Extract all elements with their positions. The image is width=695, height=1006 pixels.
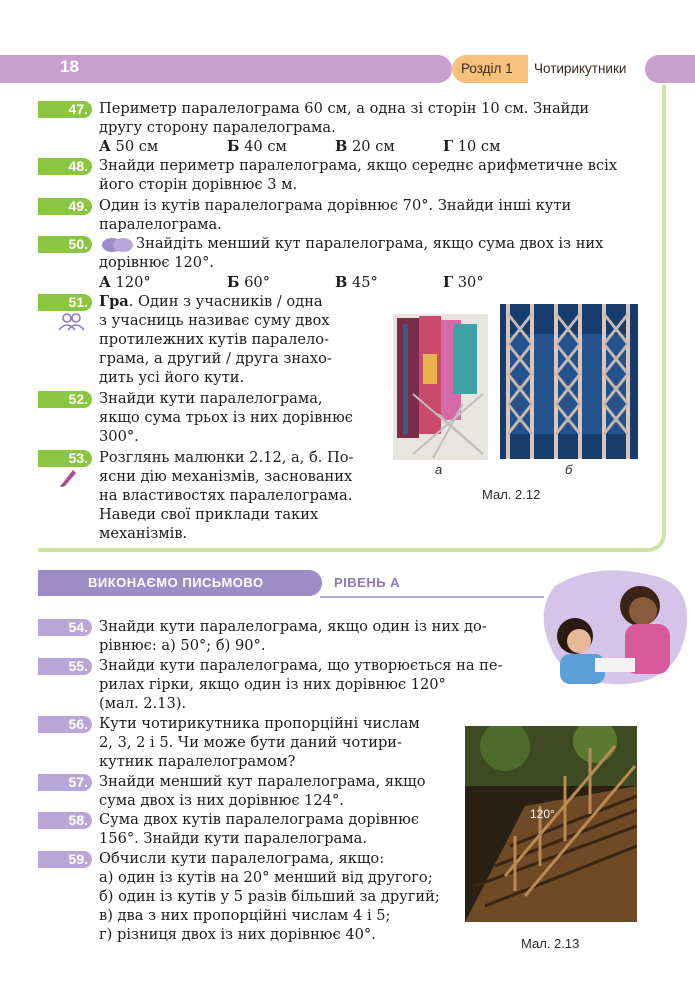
problem-number: 59. [38,851,92,868]
problem-number: 50. [38,236,92,253]
section-title: ВИКОНАЄМО ПИСЬМОВО [88,575,264,590]
students-photo [535,566,693,688]
answer-option: Г 10 см [443,138,501,155]
problem-text: грама, а другий / друга знахо- [99,350,332,367]
figure-label-b: б [565,462,573,477]
problem-text: Наведи свої приклади таких [99,506,319,523]
problem-text: Знайдіть менший кут паралелограма, якщо сума двох із них [136,235,604,252]
chapter-title: Чотирикутники [534,61,627,76]
problem-number: 47. [38,101,92,118]
problem-text: рівнює: а) 50°; б) 90°. [99,637,266,654]
problem-number: 55. [38,658,92,675]
problem-text: механізмів. [99,525,188,542]
problem-text: другу сторону паралелограма. [99,119,336,136]
problem-text: Розглянь малюнки 2.12, а, б. По- [99,449,354,466]
problem-text: його сторін дорівнює 3 м. [99,176,298,193]
problem-text: а) один із кутів на 20° менший від другого; [99,869,433,886]
problem-text: Знайди кути паралелограма, [99,390,323,407]
problem-text: 156°. Знайди кути паралелограма. [99,830,367,847]
group-game-icon [56,312,86,332]
problem-number: 53. [38,450,92,467]
problem-text: в) два з них пропорційні числам 4 і 5; [99,907,391,924]
answer-option: Г 30° [443,274,484,291]
problem-text: дить усі його кути. [99,369,245,386]
problem-text: паралелограма. [99,216,222,233]
problem-text: Кути чотирикутника пропорційні числам [99,715,420,732]
problem-text: з учасниць називає суму двох [99,312,330,329]
problem-text: рилах гірки, якщо один із них дорівнює 120° [99,676,446,693]
problem-text: Знайди кути паралелограма, що утворюється на пе- [99,657,503,674]
section-level: РІВЕНЬ А [334,575,401,590]
problem-text: Знайди периметр паралелограма, якщо середнє арифметичне всіх [99,157,618,174]
problem-text: Периметр паралелограма 60 см, а одна зі сторін 10 см. Знайди [99,100,590,117]
problem-number: 54. [38,619,92,636]
problem-text: Обчисли кути паралелограма, якщо: [99,850,385,867]
figure-label-a: а [435,462,443,477]
problem-text: ясни дію механізмів, заснованих [99,468,353,485]
page-number: 18 [60,57,79,76]
problem-text: протилежних кутів паралело- [99,331,329,348]
problem-text: дорівнює 120°. [99,254,215,271]
problem-number: 48. [38,158,92,175]
pair-work-icon [100,235,134,255]
problem-text: сума двох із них дорівнює 124°. [99,792,344,809]
section-underline [320,596,544,598]
problem-text: (мал. 2.13). [99,695,187,712]
answer-option: Б 60° [227,274,270,291]
answer-option: А 50 см [99,138,159,155]
problem-number: 58. [38,812,92,829]
slide-railing-photo [465,726,637,922]
header-bar-right [645,55,695,83]
problem-text: Один із кутів паралелограма дорівнює 70°. Знайди інші кути [99,197,572,214]
problem-number: 57. [38,774,92,791]
figure-caption: Мал. 2.13 [521,936,580,951]
problem-text: б) один із кутів у 5 разів більший за другий; [99,888,440,905]
answer-option: В 45° [335,274,378,291]
problem-text: кутник паралелограмом? [99,753,296,770]
problem-text: Гра. Один з учасників / одна [99,293,323,310]
problem-text: г) різниця двох із них дорівнює 40°. [99,926,376,943]
section-label: Розділ 1 [461,61,513,76]
angle-label: 120° [530,807,555,821]
answer-option: В 20 см [335,138,395,155]
drying-rack-photo [393,314,488,460]
problem-text: на властивостях паралелограма. [99,487,353,504]
problem-text: якщо сума трьох із них дорівнює [99,409,353,426]
problem-number: 52. [38,391,92,408]
folding-grille-photo [500,304,638,459]
answer-option: Б 40 см [227,138,287,155]
problem-text: Сума двох кутів паралелограма дорівнює [99,811,420,828]
pencil-icon [58,466,78,488]
problem-number: 49. [38,198,92,215]
problem-text: Знайди кути паралелограма, якщо один із них до- [99,618,487,635]
problem-number: 51. [38,294,92,311]
answer-option: А 120° [99,274,151,291]
figure-caption: Мал. 2.12 [482,487,541,502]
problem-text: 2, 3, 2 і 5. Чи може бути даний чотири- [99,734,402,751]
problem-text: Знайди менший кут паралелограма, якщо [99,773,426,790]
problem-text: 300°. [99,428,139,445]
problem-number: 56. [38,716,92,733]
